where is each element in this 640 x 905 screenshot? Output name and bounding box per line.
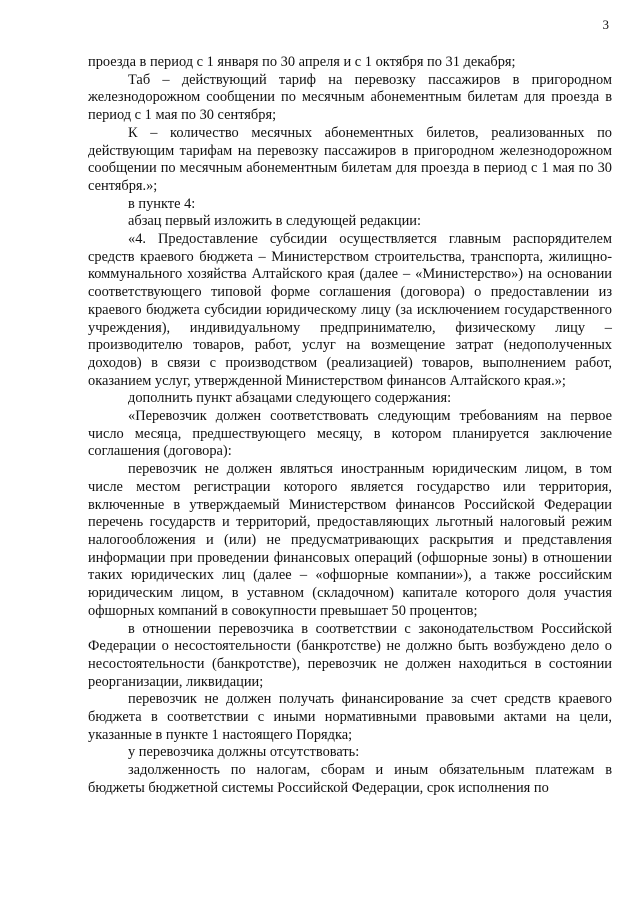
paragraph: проезда в период с 1 января по 30 апреля и с 1 октября по 31 декабря; [88, 54, 516, 70]
paragraph: «4. Предоставление субсидии осуществляется главным распорядителем средств краевого бюджета – Министерством строительства, транспорта, жилищно-коммунального хозяйства Алтайского края (далее – «Министерство») на основании соответствующего типовой форме соглашения (договора) о предоставлении из краевого бюджета субсидии юридическому лицу (за исключением государственного учреждения), индивидуальному предпринимателю, физическому лицу – производителю товаров, работ, услуг на возмещение затрат (недополученных доходов) в связи с производством (реализацией) товаров, выполнением работ, оказанием услуг, утвержденной Министерством финансов Алтайского края.»; [88, 231, 612, 389]
page-number: 3 [602, 17, 609, 32]
paragraph: перевозчик не должен являться иностранным юридическим лицом, в том числе местом регистрации которого является государство или территория, включенные в утверждаемый Министерством финансов Российской Федерации перечень государств и территорий, предоставляющих льготный налоговый режим налогообложения и (или) не предусматривающих раскрытия и представления информации при проведении финансовых операций (офшорные зоны) в отношении таких юридических лиц (далее – «офшорные компании»), а также российским юридическим лицом, в уставном (складочном) капитале которого доля участия офшорных компаний в совокупности превышает 50 процентов; [88, 461, 612, 619]
paragraph: перевозчик не должен получать финансирование за счет средств краевого бюджета в соответствии с иными нормативными правовыми актами на цели, указанные в пункте 1 настоящего Порядка; [88, 691, 612, 743]
paragraph: задолженность по налогам, сборам и иным обязательным платежам в бюджеты бюджетной системы Российской Федерации, срок исполнения по [88, 762, 612, 796]
paragraph: Таб – действующий тариф на перевозку пассажиров в пригородном железнодорожном сообщении по месячным абонементным билетам для проезда в период с 1 мая по 30 сентября; [88, 71, 612, 124]
paragraph: в отношении перевозчика в соответствии с законодательством Российской Федерации о несостоятельности (банкротстве) не должно быть возбуждено дело о несостоятельности (банкротстве), перевозчик не должен находиться в состоянии реорганизации, ликвидации; [88, 620, 612, 690]
paragraph: дополнить пункт абзацами следующего содержания: [128, 390, 452, 407]
paragraph: К – количество месячных абонементных билетов, реализованных по действующим тарифам на перевозку пассажиров в пригородном железнодорожном сообщении по месячным абонементным билетам для проезда в период с 1 мая по 30 сентября.»; [88, 124, 612, 194]
paragraph: в пункте 4: [128, 195, 196, 212]
document-body [88, 54, 612, 798]
paragraph: «Перевозчик должен соответствовать следующим требованиям на первое число месяца, предшествующего месяцу, в котором планируется заключение соглашения (договора): [88, 408, 612, 460]
paragraph: у перевозчика должны отсутствовать: [128, 744, 360, 761]
paragraph: абзац первый изложить в следующей редакции: [128, 213, 422, 230]
